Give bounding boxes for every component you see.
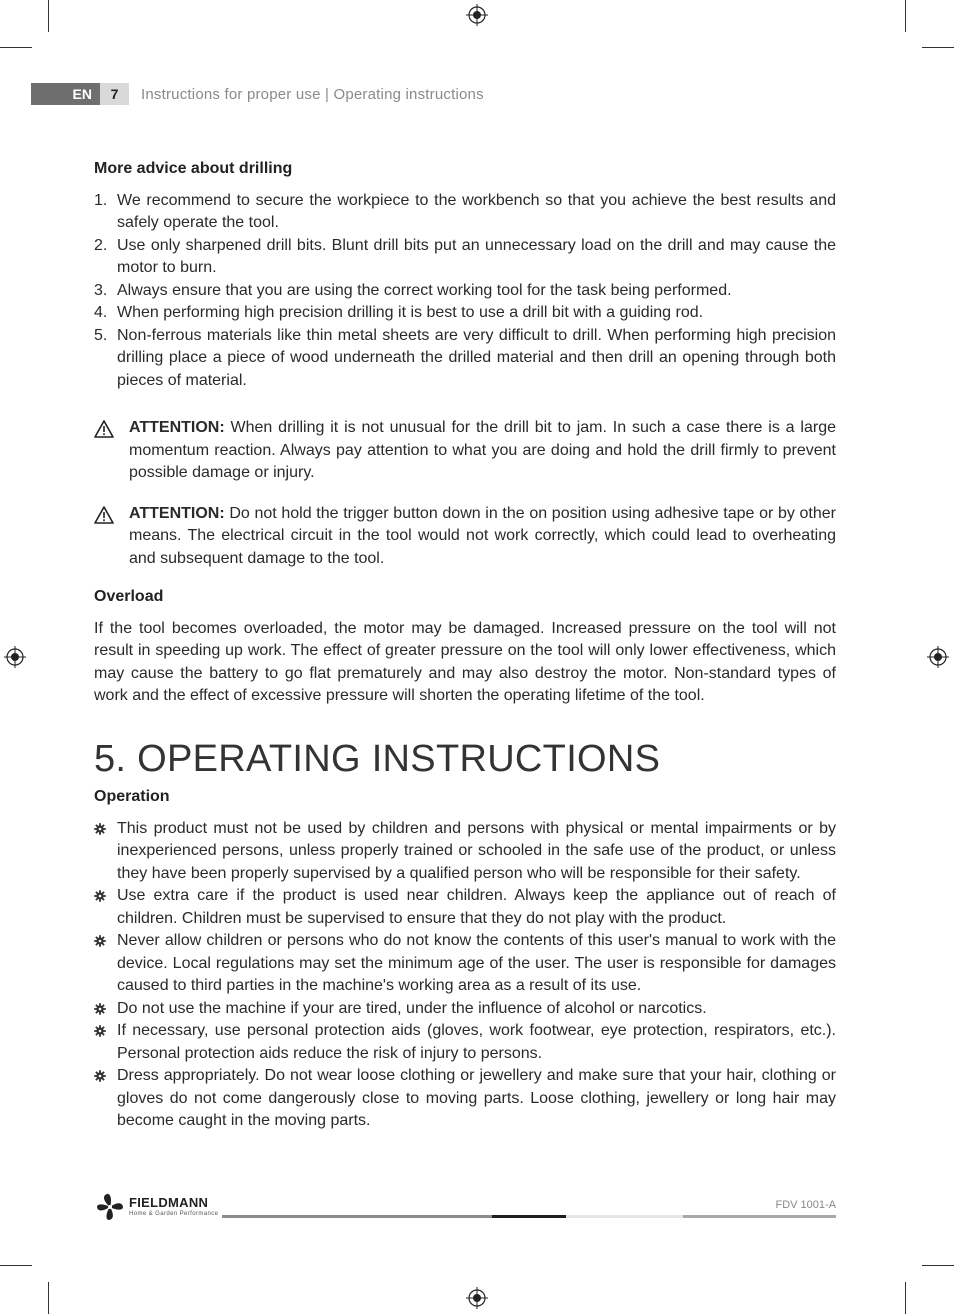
warning-text: When drilling it is not unusual for the drill bit to jam. In such a case there is a large momentum reaction. Always pay attention to what you are doing and hold the drill firmly to prevent possible damage or injury.	[129, 419, 836, 481]
item-text: Dress appropriately. Do not wear loose clothing or jewellery and make sure that your hair, clothing or gloves do not come dangerously close to moving parts. Loose clothing, jewellery or long hair may become caught in the moving parts.	[117, 1067, 836, 1129]
footer-bar	[566, 1215, 683, 1218]
fan-logo-icon	[95, 1193, 125, 1221]
item-number: 4.	[94, 304, 108, 321]
brand-tagline: Home & Garden Performance	[129, 1211, 219, 1217]
item-number: 1.	[94, 191, 108, 209]
registration-mark-icon	[4, 646, 26, 668]
item-text: If necessary, use personal protection aids (gloves, work footwear, eye protection, respirators, etc.). Personal protection aids reduce the risk of injury to persons.	[117, 1022, 836, 1062]
list-item	[94, 885, 836, 930]
warning-label: ATTENTION:	[129, 419, 225, 436]
overload-heading: Overload	[94, 588, 164, 605]
gear-bullet-icon	[94, 1003, 106, 1015]
list-item	[94, 818, 836, 886]
footer-bar	[492, 1215, 566, 1218]
list-item	[94, 325, 836, 393]
crop-mark	[922, 47, 954, 48]
crop-mark	[0, 1265, 32, 1266]
item-number: 2.	[94, 236, 108, 254]
drilling-list	[94, 190, 836, 393]
main-content	[94, 158, 836, 1133]
item-text: Use extra care if the product is used near children. Always keep the appliance out of reach of children. Children must be supervised to ensure that they do not play with the product.	[117, 887, 836, 927]
section-title: 5. OPERATING INSTRUCTIONS	[94, 737, 661, 780]
header-title: Instructions for proper use | Operating instructions	[141, 85, 484, 103]
list-item	[94, 998, 836, 1021]
crop-mark	[905, 0, 906, 32]
page-number: 7	[100, 83, 129, 105]
warning-triangle-icon	[94, 420, 114, 438]
footer-bar	[222, 1215, 492, 1218]
gear-bullet-icon	[94, 1070, 106, 1082]
brand-name: FIELDMANN	[129, 1195, 209, 1210]
registration-mark-icon	[466, 1287, 488, 1309]
language-badge: EN	[31, 83, 100, 105]
registration-mark-icon	[927, 646, 949, 668]
item-text: Always ensure that you are using the correct working tool for the task being performed.	[117, 281, 732, 299]
item-text: Use only sharpened drill bits. Blunt drill bits put an unnecessary load on the drill and may cause the motor to burn.	[117, 236, 836, 276]
crop-mark	[48, 0, 49, 32]
drilling-heading: More advice about drilling	[94, 160, 293, 177]
overload-text: If the tool becomes overloaded, the motor may be damaged. Increased pressure on the tool will not result in speeding up work. The effect of greater pressure on the tool will only lower effectiveness, which may cause the battery to go flat prematurely and may also destroy the motor. Non-standard types of work and the effect of excessive pressure will shorten the operating lifetime of the tool.	[94, 619, 836, 704]
warning-block	[94, 417, 836, 485]
page-header	[31, 83, 484, 105]
list-item	[94, 190, 836, 235]
warning-text: Do not hold the trigger button down in the on position using adhesive tape or by other means. The electrical circuit in the tool would not work correctly, which could lead to overheating and subsequent damage to the tool.	[129, 504, 836, 567]
operation-list	[94, 818, 836, 1133]
warning-triangle-icon	[94, 506, 114, 524]
footer-bar	[683, 1215, 836, 1218]
item-text: This product must not be used by children and persons with physical or mental impairments or by inexperienced persons, unless properly trained or schooled in the safe use of the product, or unless they have been properly supervised by a qualified person who will be responsible for their safety.	[117, 819, 836, 882]
warning-label: ATTENTION:	[129, 504, 225, 522]
list-item	[94, 302, 836, 325]
crop-mark	[48, 1282, 49, 1314]
item-text: When performing high precision drilling it is best to use a drill bit with a guiding rod.	[117, 304, 704, 321]
list-item	[94, 930, 836, 998]
list-item	[94, 280, 836, 303]
crop-mark	[922, 1265, 954, 1266]
list-item	[94, 235, 836, 280]
model-number: FDV 1001-A	[775, 1199, 836, 1211]
warning-block	[94, 503, 836, 571]
gear-bullet-icon	[94, 1025, 106, 1037]
registration-mark-icon	[466, 4, 488, 26]
list-item	[94, 1020, 836, 1065]
crop-mark	[905, 1282, 906, 1314]
gear-bullet-icon	[94, 890, 106, 902]
item-number: 5.	[94, 326, 108, 344]
item-number: 3.	[94, 281, 108, 299]
crop-mark	[0, 47, 32, 48]
gear-bullet-icon	[94, 823, 106, 835]
item-text: Non-ferrous materials like thin metal sheets are very difficult to drill. When performing high precision drilling place a piece of wood underneath the drilled material and then drill an opening through both pieces of material.	[117, 326, 836, 389]
gear-bullet-icon	[94, 935, 106, 947]
list-item	[94, 1065, 836, 1133]
item-text: We recommend to secure the workpiece to the workbench so that you achieve the best results and safely operate the tool.	[117, 191, 836, 231]
brand-logo	[95, 1193, 218, 1221]
item-text: Never allow children or persons who do not know the contents of this user's manual to work with the device. Local regulations may set the minimum age of the user. The user is responsible for damages caused to third parties in the machine's working area as a result of its use.	[117, 932, 836, 994]
item-text: Do not use the machine if your are tired, under the influence of alcohol or narcotics.	[117, 999, 707, 1017]
operation-heading: Operation	[94, 788, 170, 805]
